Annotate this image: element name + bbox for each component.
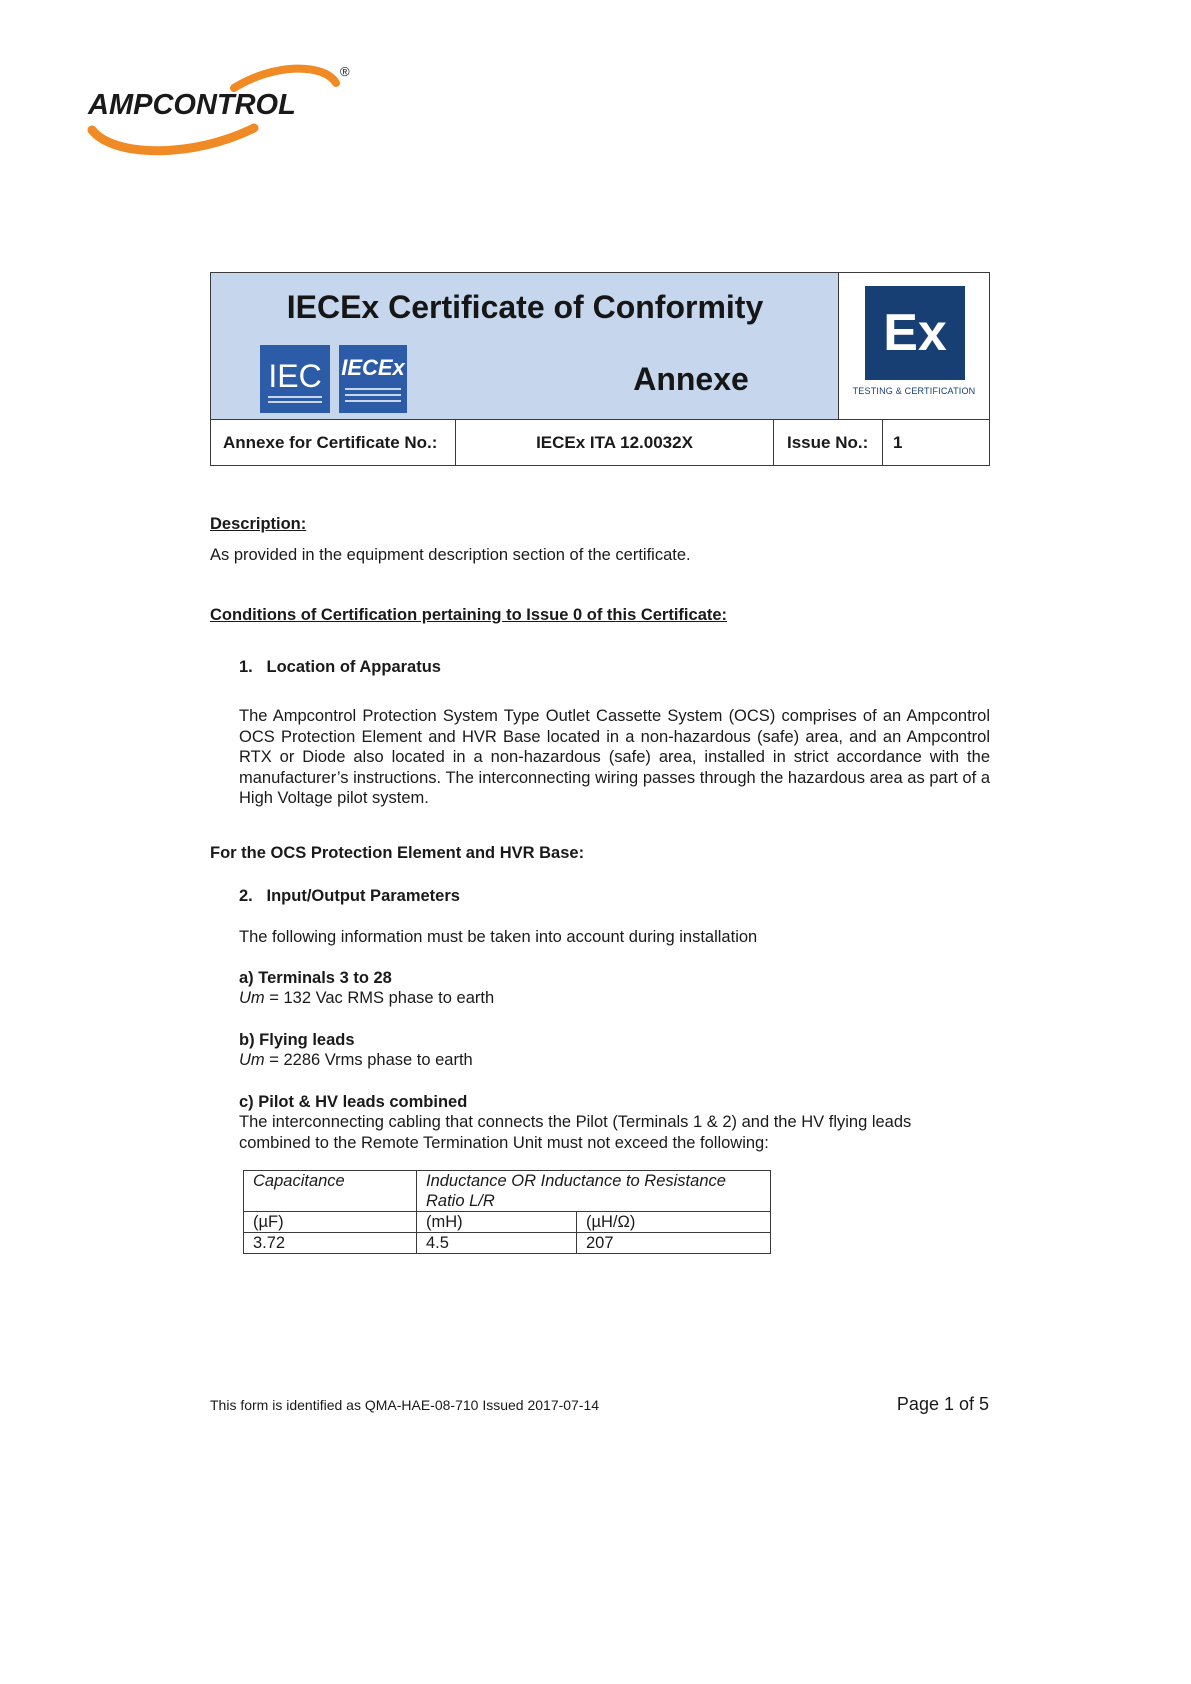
- capacitance-header: Capacitance: [244, 1171, 417, 1212]
- item2-intro: The following information must be taken into account during installation: [239, 928, 758, 946]
- inductance-header: Inductance OR Inductance to Resistance Ratio L/R: [417, 1171, 771, 1212]
- parameters-table: [243, 1170, 771, 1254]
- item2-title: 2. Input/Output Parameters: [239, 887, 460, 905]
- iec-logo-icon: [260, 345, 330, 413]
- ex-panel: [839, 273, 989, 419]
- flying-leads-heading: b) Flying leads: [239, 1031, 355, 1049]
- table-row: [244, 1233, 771, 1254]
- svg-text:IECEx: IECEx: [341, 355, 405, 380]
- item1-text: The Ampcontrol Protection System Type Outlet Cassette System (OCS) comprises of an Ampcontrol OCS Protection Element and HVR Base located in a non-hazardous (safe) area, and an Ampcontrol RTX or Diode also located in a non-hazardous (safe) area, installed in strict accordance with the manufacturer’s instructions. The interconnecting wiring passes through the hazardous area as part of a High Voltage pilot system.: [239, 707, 990, 807]
- ratio-value: 207: [577, 1233, 771, 1254]
- iecex-logo-icon: [339, 345, 407, 413]
- svg-text:IEC: IEC: [268, 358, 322, 394]
- item1-title: 1. Location of Apparatus: [239, 658, 441, 676]
- logo-text: AMPCONTROL: [88, 89, 296, 121]
- issue-label: Issue No.:: [774, 420, 883, 465]
- combined-text: The interconnecting cabling that connects the Pilot (Terminals 1 & 2) and the HV flying leads combined to the Remote Termination Unit must not exceed the following:: [239, 1113, 912, 1152]
- page-number: Page 1 of 5: [896, 1394, 989, 1414]
- header-band: [211, 273, 839, 419]
- certificate-number: IECEx ITA 12.0032X: [456, 420, 774, 465]
- terminals-heading: a) Terminals 3 to 28: [239, 969, 392, 987]
- certificate-info-row: [211, 419, 989, 465]
- capacitance-value: 3.72: [244, 1233, 417, 1254]
- description-text: As provided in the equipment description section of the certificate.: [210, 546, 691, 564]
- capacitance-unit: (µF): [244, 1212, 417, 1233]
- page-subtitle: Annexe: [633, 361, 749, 397]
- registered-mark: ®: [340, 64, 350, 79]
- annexe-label: Annexe for Certificate No.:: [211, 420, 456, 465]
- terminals-text: Um = 132 Vac RMS phase to earth: [239, 989, 495, 1007]
- ex-logo-icon: Ex: [865, 286, 965, 380]
- table-row: [244, 1171, 771, 1212]
- ratio-unit: (µH/Ω): [577, 1212, 771, 1233]
- ocs-heading: For the OCS Protection Element and HVR Base:: [210, 844, 585, 862]
- flying-leads-text: Um = 2286 Vrms phase to earth: [239, 1051, 473, 1069]
- swoosh-icon: [84, 58, 374, 163]
- inductance-unit: (mH): [417, 1212, 577, 1233]
- form-identifier: This form is identified as QMA-HAE-08-710 Issued 2017-07-14: [210, 1397, 600, 1413]
- inductance-value: 4.5: [417, 1233, 577, 1254]
- table-row: [244, 1212, 771, 1233]
- issue-number: 1: [893, 433, 903, 452]
- conditions-heading: Conditions of Certification pertaining to Issue 0 of this Certificate:: [210, 606, 728, 624]
- combined-heading: c) Pilot & HV leads combined: [239, 1093, 468, 1111]
- description-heading: Description:: [210, 515, 307, 533]
- ampcontrol-logo: [84, 58, 374, 163]
- page-title: IECEx Certificate of Conformity: [286, 289, 764, 325]
- certificate-header: [210, 272, 990, 466]
- ex-logo-caption: TESTING & CERTIFICATION: [852, 386, 976, 396]
